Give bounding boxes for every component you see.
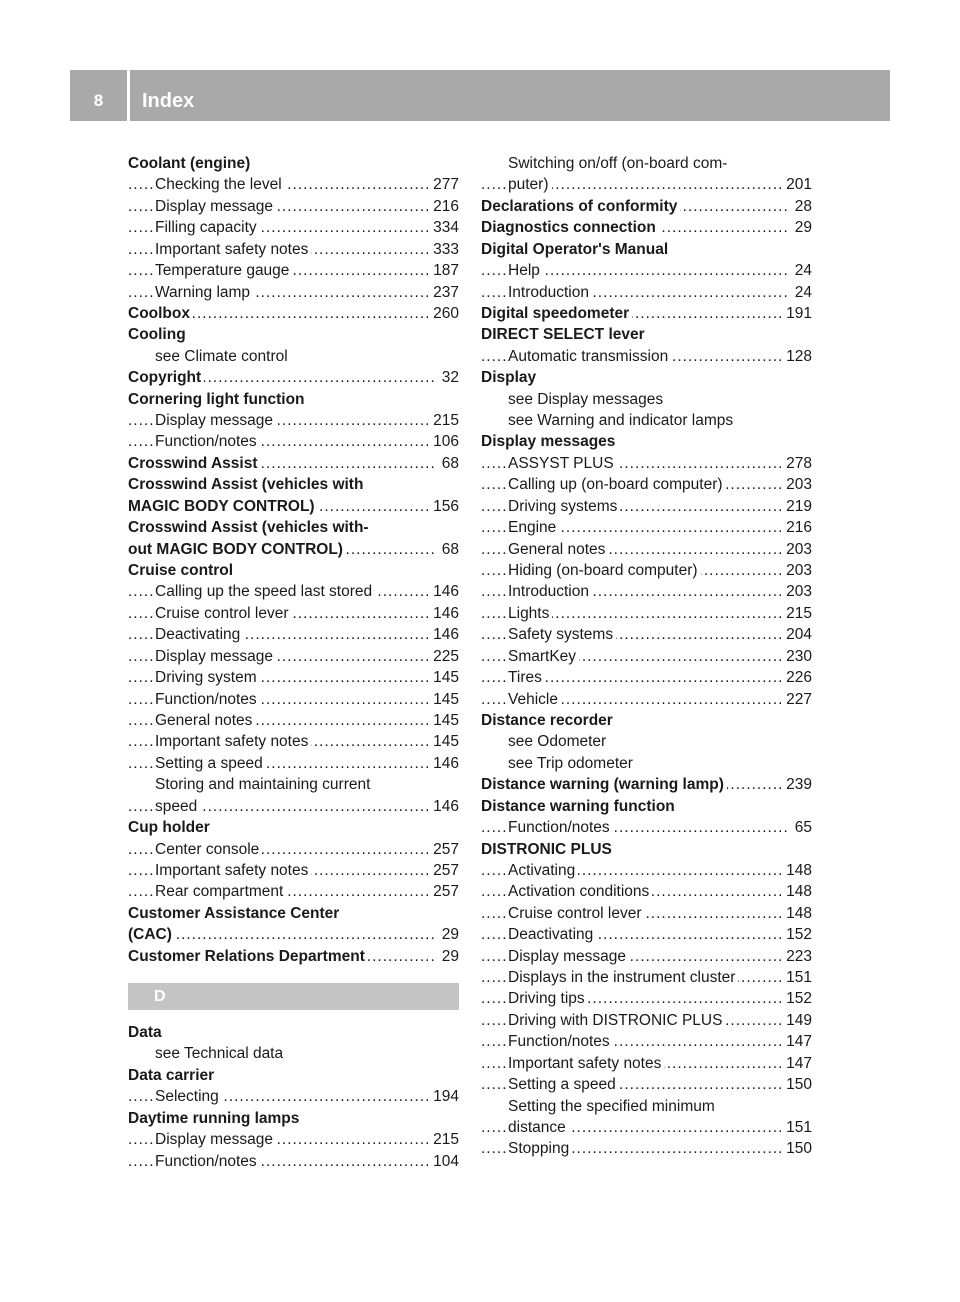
entry-page-number: 260 <box>428 303 459 324</box>
entry-label: distance <box>508 1119 569 1136</box>
entry-label: Introduction <box>508 284 592 301</box>
entry-page-number: 32 <box>437 367 459 388</box>
entry-label: Distance warning (warning lamp) <box>481 776 727 793</box>
index-reference <box>128 1043 459 1064</box>
entry-label: Displays in the instrument cluster <box>508 969 738 986</box>
entry-page-number: 24 <box>790 282 812 303</box>
entry-label: General notes <box>508 541 608 558</box>
page-header <box>70 70 890 121</box>
index-subentry <box>128 1086 459 1107</box>
entry-label: Crosswind Assist (vehicles with <box>128 476 366 493</box>
entry-page-number: 215 <box>781 603 812 624</box>
entry-label: Distance recorder <box>481 712 616 729</box>
entry-label: see Warning and indicator lamps <box>508 412 736 429</box>
index-heading-entry <box>128 453 459 474</box>
entry-label: Display message <box>155 412 276 429</box>
index-subentry <box>481 474 812 495</box>
entry-label: Driving tips <box>508 990 588 1007</box>
entry-page-number: 225 <box>428 646 459 667</box>
entry-label: Display <box>481 369 539 386</box>
entry-label: Important safety notes <box>155 241 311 258</box>
entry-label: Diagnostics connection <box>481 219 659 236</box>
index-subentry <box>481 1138 812 1159</box>
entry-label: Help <box>508 262 543 279</box>
entry-label: Important safety notes <box>155 862 311 879</box>
index-subentry <box>481 260 812 281</box>
entry-label: ASSYST PLUS <box>508 455 617 472</box>
entry-label: General notes <box>155 712 255 729</box>
entry-page-number: 237 <box>428 282 459 303</box>
entry-label: Filling capacity <box>155 219 260 236</box>
entry-page-number: 223 <box>781 946 812 967</box>
entry-label: Function/notes <box>155 433 260 450</box>
entry-label: MAGIC BODY CONTROL) <box>128 498 318 515</box>
entry-label: Cruise control lever <box>508 905 645 922</box>
entry-page-number: 203 <box>781 474 812 495</box>
index-subentry <box>481 967 812 988</box>
entry-label: Hiding (on-board computer) <box>508 562 701 579</box>
entry-label: Selecting <box>155 1088 222 1105</box>
entry-label: DISTRONIC PLUS <box>481 841 615 858</box>
entry-page-number: 151 <box>781 1117 812 1138</box>
index-heading <box>128 389 459 410</box>
index-subentry <box>481 174 812 195</box>
entry-label: Cup holder <box>128 819 213 836</box>
section-heading: D <box>128 983 459 1010</box>
entry-page-number: 215 <box>428 1129 459 1150</box>
entry-page-number: 148 <box>781 860 812 881</box>
index-subentry <box>481 1053 812 1074</box>
entry-label: Data <box>128 1024 165 1041</box>
entry-page-number: 215 <box>428 410 459 431</box>
entry-page-number: 147 <box>781 1053 812 1074</box>
entry-page-number: 152 <box>781 924 812 945</box>
index-subentry <box>128 860 459 881</box>
index-subentry <box>481 1010 812 1031</box>
index-heading <box>128 517 459 538</box>
entry-page-number: 106 <box>428 431 459 452</box>
entry-page-number: 219 <box>781 496 812 517</box>
index-heading <box>128 153 459 174</box>
entry-label: puter) <box>508 176 552 193</box>
entry-page-number: 239 <box>781 774 812 795</box>
index-heading <box>481 710 812 731</box>
entry-label: Cooling <box>128 326 189 343</box>
index-subentry <box>128 646 459 667</box>
entry-label: Activating <box>508 862 578 879</box>
entry-page-number: 68 <box>437 539 459 560</box>
entry-label: Function/notes <box>155 1153 260 1170</box>
entry-label: Crosswind Assist (vehicles with- <box>128 519 372 536</box>
index-heading-entry <box>481 217 812 238</box>
entry-page-number: 28 <box>790 196 812 217</box>
entry-label: Calling up the speed last stored <box>155 583 375 600</box>
index-subentry <box>481 689 812 710</box>
index-subentry <box>128 217 459 238</box>
entry-label: Checking the level <box>155 176 285 193</box>
entry-page-number: 257 <box>428 881 459 902</box>
index-heading <box>481 796 812 817</box>
index-subentry <box>128 174 459 195</box>
index-heading <box>128 1022 459 1043</box>
entry-label: Engine <box>508 519 559 536</box>
entry-page-number: 277 <box>428 174 459 195</box>
entry-label: Rear compartment <box>155 883 286 900</box>
index-subentry <box>481 282 812 303</box>
index-heading <box>128 560 459 581</box>
entry-page-number: 201 <box>781 174 812 195</box>
entry-label: Display message <box>155 198 276 215</box>
entry-label: Deactivating <box>155 626 243 643</box>
index-subentry <box>481 346 812 367</box>
index-subentry <box>481 517 812 538</box>
index-subentry <box>481 603 812 624</box>
entry-page-number: 203 <box>781 539 812 560</box>
entry-page-number: 24 <box>790 260 812 281</box>
entry-label: Vehicle <box>508 691 561 708</box>
entry-page-number: 29 <box>437 946 459 967</box>
page-title: Index <box>142 90 195 112</box>
index-reference <box>128 346 459 367</box>
entry-label: see Trip odometer <box>508 755 636 772</box>
index-subentry <box>481 667 812 688</box>
index-subentry <box>128 239 459 260</box>
entry-page-number: 203 <box>781 581 812 602</box>
entry-label: Important safety notes <box>508 1055 664 1072</box>
entry-label: out MAGIC BODY CONTROL) <box>128 541 346 558</box>
index-heading <box>128 1065 459 1086</box>
entry-page-number: 147 <box>781 1031 812 1052</box>
index-subentry <box>481 646 812 667</box>
index-heading-entry <box>128 924 459 945</box>
index-heading-entry <box>128 303 459 324</box>
entry-label: Switching on/off (on-board com- <box>508 155 730 172</box>
entry-label: see Climate control <box>155 348 291 365</box>
entry-label: Digital Operator's Manual <box>481 241 671 258</box>
index-subentry <box>481 539 812 560</box>
index-reference <box>481 753 812 774</box>
index-subentry <box>481 946 812 967</box>
index-subentry <box>128 689 459 710</box>
index-reference <box>481 731 812 752</box>
entry-label: Tires <box>508 669 545 686</box>
entry-label: see Display messages <box>508 391 666 408</box>
index-heading <box>128 817 459 838</box>
index-heading-entry <box>128 367 459 388</box>
index-subentry <box>481 1031 812 1052</box>
entry-label: Driving with DISTRONIC PLUS <box>508 1012 725 1029</box>
entry-page-number: 65 <box>790 817 812 838</box>
index-reference <box>481 1096 812 1117</box>
entry-page-number: 145 <box>428 689 459 710</box>
entry-page-number: 145 <box>428 667 459 688</box>
entry-page-number: 128 <box>781 346 812 367</box>
entry-page-number: 152 <box>781 988 812 1009</box>
entry-label: Important safety notes <box>155 733 311 750</box>
entry-label: Warning lamp <box>155 284 253 301</box>
index-subentry <box>128 881 459 902</box>
index-subentry <box>128 624 459 645</box>
index-subentry <box>481 624 812 645</box>
entry-page-number: 29 <box>437 924 459 945</box>
entry-label: Safety systems <box>508 626 616 643</box>
index-heading <box>128 474 459 495</box>
index-subentry <box>481 881 812 902</box>
entry-label: Declarations of conformity <box>481 198 680 215</box>
entry-label: Cruise control lever <box>155 605 292 622</box>
entry-label: Setting a speed <box>508 1076 619 1093</box>
index-reference <box>481 410 812 431</box>
index-subentry <box>481 581 812 602</box>
index-column-right <box>481 153 812 1160</box>
entry-page-number: 146 <box>428 796 459 817</box>
entry-label: Driving systems <box>508 498 620 515</box>
index-subentry <box>481 1117 812 1138</box>
entry-label: Storing and maintaining current <box>155 776 373 793</box>
index-subentry <box>128 603 459 624</box>
entry-page-number: 146 <box>428 581 459 602</box>
index-subentry <box>128 1129 459 1150</box>
index-heading <box>481 431 812 452</box>
index-heading-entry <box>481 196 812 217</box>
entry-page-number: 227 <box>781 689 812 710</box>
index-subentry <box>128 282 459 303</box>
index-heading <box>481 839 812 860</box>
index-subentry <box>481 496 812 517</box>
entry-label: Display message <box>508 948 629 965</box>
entry-page-number: 145 <box>428 731 459 752</box>
entry-label: Daytime running lamps <box>128 1110 302 1127</box>
index-heading <box>481 367 812 388</box>
entry-page-number: 278 <box>781 453 812 474</box>
entry-label: Display messages <box>481 433 618 450</box>
index-subentry <box>128 731 459 752</box>
entry-label: Function/notes <box>508 1033 613 1050</box>
entry-page-number: 203 <box>781 560 812 581</box>
entry-label: see Odometer <box>508 733 609 750</box>
index-subentry <box>128 410 459 431</box>
entry-page-number: 148 <box>781 881 812 902</box>
entry-label: Display message <box>155 648 276 665</box>
entry-label: Calling up (on-board computer) <box>508 476 726 493</box>
entry-page-number: 68 <box>437 453 459 474</box>
entry-label: Introduction <box>508 583 592 600</box>
index-heading <box>128 1108 459 1129</box>
entry-page-number: 148 <box>781 903 812 924</box>
entry-page-number: 156 <box>428 496 459 517</box>
index-reference <box>481 389 812 410</box>
index-subentry <box>481 924 812 945</box>
index-heading <box>481 324 812 345</box>
index-subentry <box>128 1151 459 1172</box>
index-subentry <box>128 839 459 860</box>
entry-page-number: 151 <box>781 967 812 988</box>
index-subentry <box>128 196 459 217</box>
entry-page-number: 230 <box>781 646 812 667</box>
entry-page-number: 194 <box>428 1086 459 1107</box>
entry-label: Function/notes <box>155 691 260 708</box>
header-divider <box>127 70 130 121</box>
entry-page-number: 146 <box>428 753 459 774</box>
entry-page-number: 145 <box>428 710 459 731</box>
entry-page-number: 216 <box>428 196 459 217</box>
entry-page-number: 334 <box>428 217 459 238</box>
index-heading <box>481 239 812 260</box>
index-subentry <box>128 753 459 774</box>
index-column-left <box>128 153 459 1172</box>
index-subentry <box>481 1074 812 1095</box>
entry-label: (CAC) <box>128 926 175 943</box>
entry-label: Copyright <box>128 369 204 386</box>
entry-page-number: 146 <box>428 603 459 624</box>
entry-label: Display message <box>155 1131 276 1148</box>
entry-page-number: 226 <box>781 667 812 688</box>
index-subentry <box>128 667 459 688</box>
index-subentry <box>481 817 812 838</box>
entry-page-number: 333 <box>428 239 459 260</box>
entry-label: Data carrier <box>128 1067 217 1084</box>
index-subentry <box>481 903 812 924</box>
entry-label: Activation conditions <box>508 883 652 900</box>
entry-page-number: 216 <box>781 517 812 538</box>
entry-page-number: 204 <box>781 624 812 645</box>
entry-page-number: 191 <box>781 303 812 324</box>
entry-page-number: 149 <box>781 1010 812 1031</box>
page-number: 8 <box>93 91 104 110</box>
entry-label: Function/notes <box>508 819 613 836</box>
index-heading-entry <box>128 539 459 560</box>
entry-label: Deactivating <box>508 926 596 943</box>
index-heading <box>128 903 459 924</box>
entry-label: Setting a speed <box>155 755 266 772</box>
index-subentry <box>128 581 459 602</box>
entry-page-number: 257 <box>428 839 459 860</box>
index-heading-entry <box>128 946 459 967</box>
index-heading-entry <box>481 303 812 324</box>
index-subentry <box>481 988 812 1009</box>
entry-page-number: 29 <box>790 217 812 238</box>
entry-label: Customer Assistance Center <box>128 905 342 922</box>
entry-page-number: 150 <box>781 1138 812 1159</box>
entry-label: Distance warning function <box>481 798 678 815</box>
entry-label: Cornering light function <box>128 391 308 408</box>
index-heading-entry <box>481 774 812 795</box>
entry-page-number: 150 <box>781 1074 812 1095</box>
index-heading <box>128 324 459 345</box>
entry-label: DIRECT SELECT lever <box>481 326 648 343</box>
index-subentry <box>481 453 812 474</box>
entry-label: Driving system <box>155 669 260 686</box>
index-subentry <box>128 796 459 817</box>
entry-label: Setting the specified minimum <box>508 1098 718 1115</box>
entry-label: Cruise control <box>128 562 236 579</box>
entry-label: Center console <box>155 841 262 858</box>
entry-label: see Technical data <box>155 1045 286 1062</box>
index-reference <box>128 774 459 795</box>
entry-label: Lights <box>508 605 552 622</box>
entry-page-number: 104 <box>428 1151 459 1172</box>
index-subentry <box>128 431 459 452</box>
entry-label: Stopping <box>508 1140 572 1157</box>
index-subentry <box>481 560 812 581</box>
entry-label: SmartKey <box>508 648 579 665</box>
entry-label: Crosswind Assist <box>128 455 261 472</box>
entry-label: Coolant (engine) <box>128 155 253 172</box>
index-subentry <box>128 710 459 731</box>
index-subentry <box>128 260 459 281</box>
index-subentry <box>481 860 812 881</box>
entry-page-number: 257 <box>428 860 459 881</box>
entry-label: Temperature gauge <box>155 262 292 279</box>
entry-label: Coolbox <box>128 305 193 322</box>
index-heading-entry <box>128 496 459 517</box>
entry-label: speed <box>155 798 200 815</box>
entry-label: Digital speedometer <box>481 305 632 322</box>
entry-label: Automatic transmission <box>508 348 671 365</box>
entry-label: Customer Relations Department <box>128 948 368 965</box>
index-reference <box>481 153 812 174</box>
entry-page-number: 187 <box>428 260 459 281</box>
entry-page-number: 146 <box>428 624 459 645</box>
